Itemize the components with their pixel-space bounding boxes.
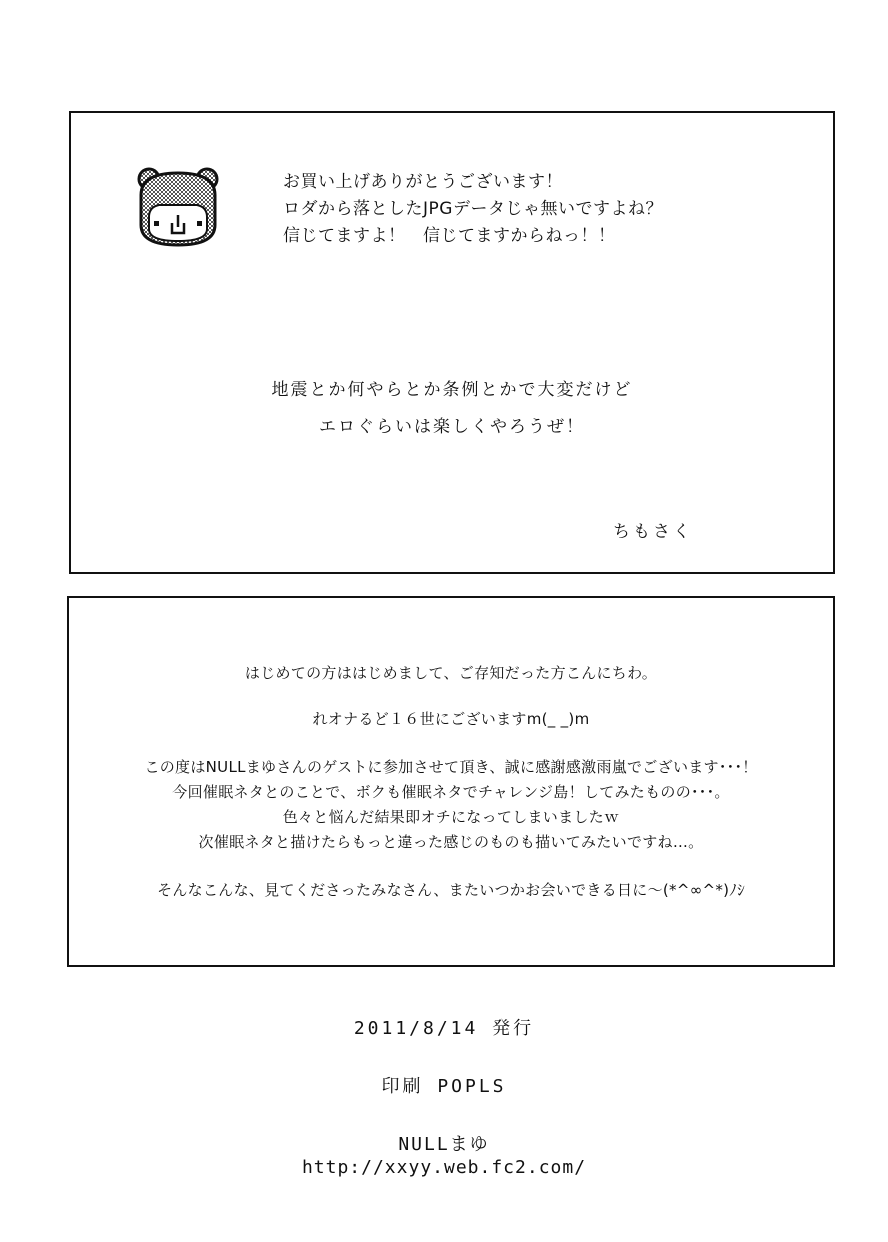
afterword-box-2 [67,596,835,967]
afterword-line: そんなこんな、見てくださったみなさん、またいつかお会いできる日に～(*^∞^*)ﾉｼ [157,881,745,899]
afterword-line: 色々と悩んだ結果即オチになってしまいましたｗ [282,808,620,826]
afterword-line: 次催眠ネタと描けたらもっと違った感じのものも描いてみたいですね…。 [198,833,704,851]
signature: ちもさく [613,522,693,542]
greeting-line: 信じてますよ！ 信じてますからねっ！！ [283,226,616,246]
printer-credit: 印刷 POPLS [381,1076,507,1097]
website-url: http://xxyy.web.fc2.com/ [301,1157,587,1178]
afterword-line: この度はNULLまゆさんのゲストに参加させて頂き、誠に感謝感激雨嵐でございます･･･！ [144,758,758,776]
author-name: NULLまゆ [398,1134,490,1155]
afterword-box-1 [69,111,835,574]
greeting-line: お買い上げありがとうございます！ [283,172,563,192]
afterword-line: 今回催眠ネタとのことで、ボクも催眠ネタでチャレンジ島！してみたものの･･･。 [172,783,730,801]
greeting-line: ロダから落としたJPGデータじゃ無いですよね？ [283,199,663,219]
publication-date: 2011/8/14 発行 [353,1018,535,1039]
message-line: エロぐらいは楽しくやろうぜ！ [319,417,585,437]
greeting-text [283,169,663,250]
afterword-line: はじめての方ははじめまして、ご存知だった方こんにちわ。 [244,664,658,682]
afterword-line: れオナるど１６世にございますm(_ _)m [312,710,590,728]
message-line: 地震とか何やらとか条例とかで大変だけど [271,380,633,400]
pixel-bear-face-icon [135,165,221,249]
